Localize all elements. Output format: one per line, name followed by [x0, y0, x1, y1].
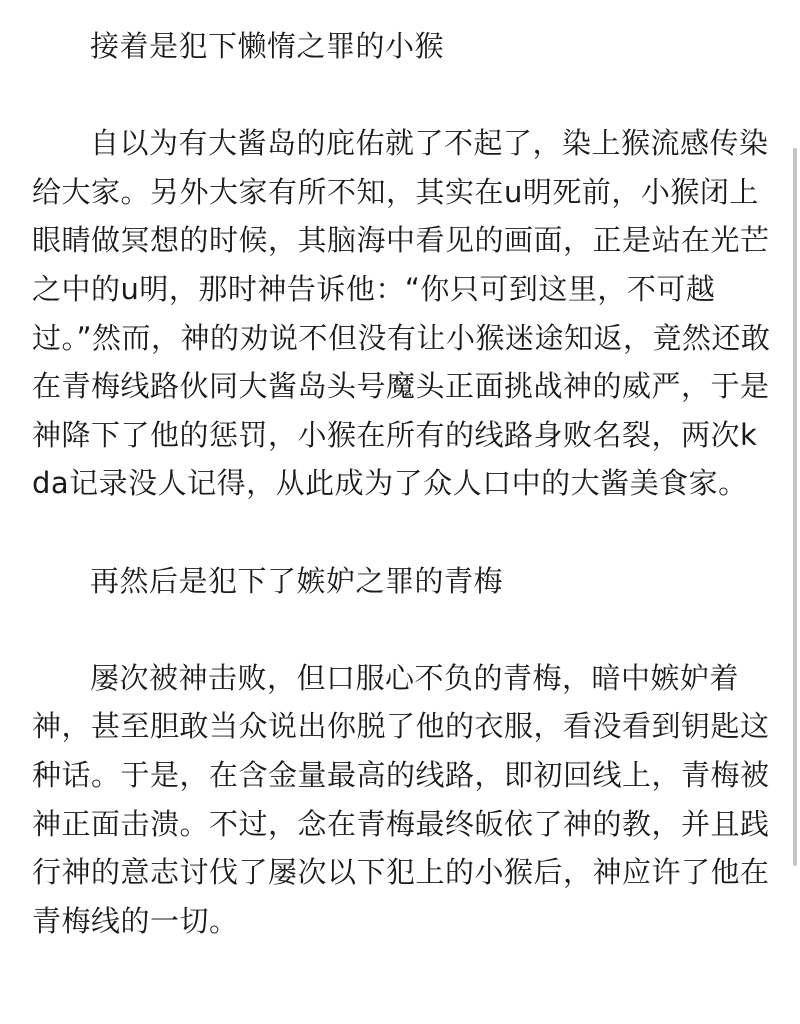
section-heading-envy: 再然后是犯下了嫉妒之罪的青梅	[90, 563, 504, 598]
paragraph-sloth: 自以为有大酱岛的庇佑就了不起了，染上猴流感传染给大家。另外大家有所不知，其实在u明死前，小猴闭上眼睛做冥想的时候，其脑海中看见的画面，正是站在光芒之中的u明，那时神告诉他：“你只可到这里，不可越过。”然而，神的劝说不但没有让小猴迷途知返，竟然还敢在青梅线路伙同大酱岛头号魔头正面挑战神的威严，于是神降下了他的惩罚，小猴在所有的线路身败名裂，两次kda记录没人记得，从此成为了众人口中的大酱美食家。	[32, 126, 771, 501]
article-body	[32, 22, 774, 945]
section-heading-sloth: 接着是犯下懒惰之罪的小猴	[90, 29, 445, 63]
paragraph-envy: 屡次被神击败，但口服心不负的青梅，暗中嫉妒着神，甚至胆敢当众说出你脱了他的衣服，看没看到钥匙这种话。于是，在含金量最高的线路，即初回线上，青梅被神正面击溃。不过，念在青梅最终皈依了神的教，并且践行神的意志讨伐了屡次以下犯上的小猴后，神应许了他在青梅线的一切。	[32, 660, 770, 938]
paragraph-spacer	[32, 508, 774, 557]
paragraph-spacer	[32, 605, 774, 654]
vertical-scrollbar[interactable]	[793, 148, 797, 866]
paragraph-spacer	[32, 71, 774, 120]
